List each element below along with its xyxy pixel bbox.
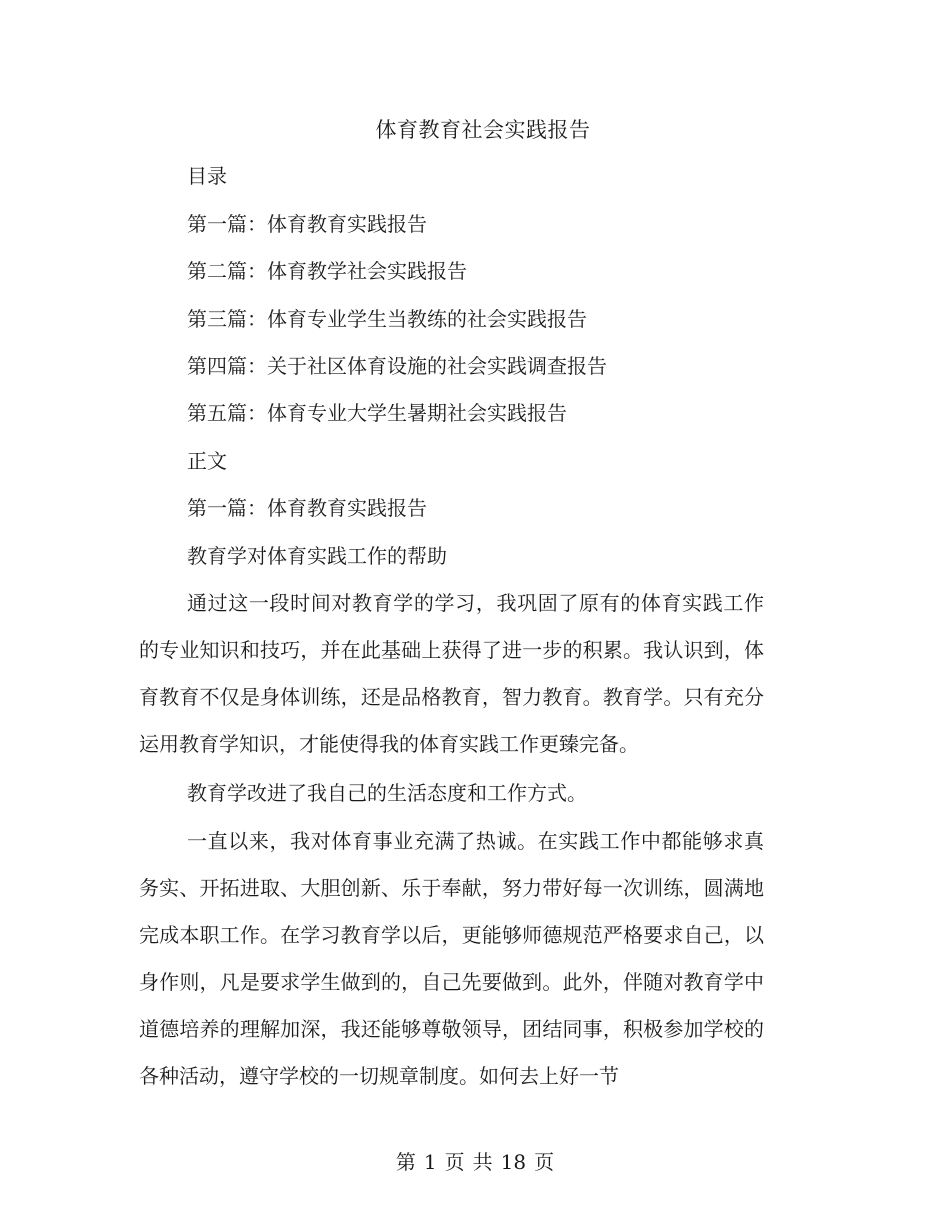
- page-footer: [0, 1147, 950, 1177]
- toc-item-5: 第五篇：体育专业大学生暑期社会实践报告: [187, 401, 567, 425]
- toc-item-2: 第二篇：体育教学社会实践报告: [187, 259, 467, 283]
- chapter-title: 第一篇：体育教育实践报告: [187, 496, 427, 520]
- footer-page-number: 1: [423, 1150, 437, 1174]
- footer-suffix: 页: [534, 1150, 555, 1174]
- body-heading: 正文: [187, 449, 227, 473]
- paragraph-2: 教育学改进了我自己的生活态度和工作方式。: [187, 781, 587, 805]
- toc-item-4: 第四篇：关于社区体育设施的社会实践调查报告: [187, 354, 607, 378]
- section-title: 教育学对体育实践工作的帮助: [187, 544, 447, 568]
- footer-total-pages: 18: [500, 1150, 527, 1174]
- footer-prefix: 第: [395, 1150, 416, 1174]
- toc-heading: 目录: [187, 164, 227, 188]
- toc-item-3: 第三篇：体育专业学生当教练的社会实践报告: [187, 307, 587, 331]
- footer-page-word: 页: [444, 1150, 465, 1174]
- paragraph-1: 通过这一段时间对教育学的学习，我巩固了原有的体育实践工作的专业知识和技巧，并在此基础上获得了进一步的积累。我认识到，体育教育不仅是身体训练，还是品格教育，智力教育。教育学。只有充分运用教育学知识，才能使得我的体育实践工作更臻完备。: [139, 591, 764, 756]
- paragraph-3: 一直以来，我对体育事业充满了热诚。在实践工作中都能够求真务实、开拓进取、大胆创新、乐于奉献，努力带好每一次训练，圆满地完成本职工作。在学习教育学以后，更能够师德规范严格要求自己，以身作则，凡是要求学生做到的，自己先要做到。此外，伴随对教育学中道德培养的理解加深，我还能够尊敬领导，团结同事，积极参加学校的各种活动，遵守学校的一切规章制度。如何去上好一节: [139, 829, 764, 1088]
- document-title: 体育教育社会实践报告: [375, 118, 591, 142]
- footer-total-word: 共: [472, 1150, 493, 1174]
- toc-item-1: 第一篇：体育教育实践报告: [187, 212, 427, 236]
